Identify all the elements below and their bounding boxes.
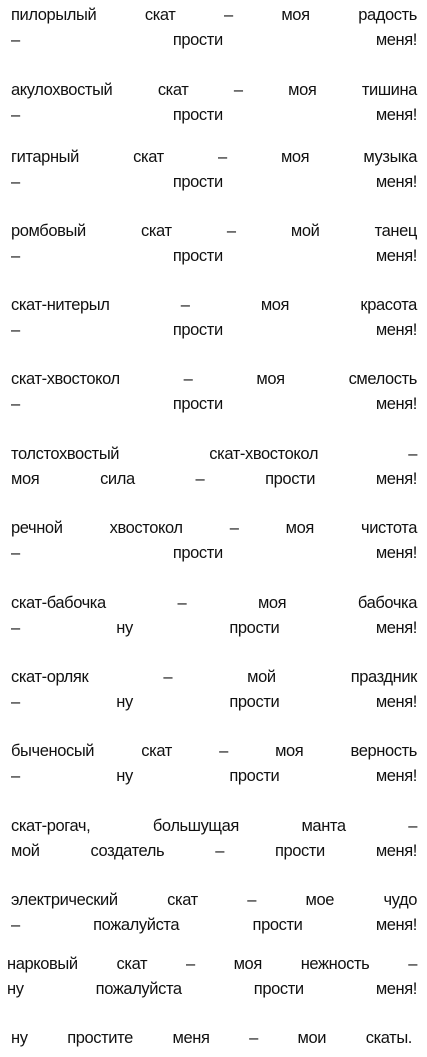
poem-word: ну	[116, 692, 133, 711]
poem-line	[11, 368, 417, 390]
poem-word: моя	[285, 519, 314, 537]
poem-word: прости	[172, 105, 223, 124]
poem-word: нарковый	[7, 955, 78, 973]
poem-word: –	[11, 618, 20, 637]
poem-word: –	[183, 370, 193, 388]
poem-word: прости	[172, 394, 223, 413]
poem-word: –	[224, 6, 233, 24]
poem-word: речной	[11, 519, 63, 537]
poem-line	[11, 4, 417, 26]
poem-word: –	[233, 81, 243, 99]
poem-word: –	[215, 841, 224, 860]
poem-word: скат	[157, 81, 189, 99]
poem-word: скат-рогач,	[11, 817, 91, 835]
poem-word: –	[217, 148, 227, 166]
poem-word: прости	[172, 172, 223, 191]
poem-word: –	[226, 222, 236, 240]
poem-word: электрический	[11, 891, 118, 909]
poem-word: танец	[374, 222, 417, 240]
poem-word: пожалуйста	[93, 915, 180, 934]
poem-word: прости	[274, 841, 325, 860]
poem-word: прости	[229, 766, 280, 785]
poem-word: скат	[133, 148, 164, 166]
poem-word: скаты.	[365, 1029, 412, 1047]
poem-word: прости	[172, 30, 223, 49]
poem-word: –	[11, 246, 20, 265]
poem-word: меня!	[375, 841, 417, 860]
poem-line	[11, 617, 417, 639]
poem-word: моя	[288, 81, 317, 99]
poem-word: меня!	[375, 915, 417, 934]
poem-line	[11, 914, 417, 936]
poem-word: праздник	[350, 668, 417, 686]
poem-word: –	[11, 766, 20, 785]
poem-line	[11, 691, 417, 713]
poem-word: моя	[280, 148, 310, 166]
poem-word: нежность	[300, 955, 370, 973]
poem-word: моя	[260, 296, 290, 314]
poem-word: скат	[144, 6, 176, 24]
poem-word: ну	[7, 979, 24, 998]
poem-word: –	[408, 955, 417, 973]
poem-word: мои	[297, 1029, 327, 1047]
poem-line	[7, 953, 417, 975]
poem-word: –	[408, 817, 417, 835]
poem-word: скат	[141, 742, 172, 760]
poem-word: прости	[253, 979, 304, 998]
poem-word: верность	[350, 742, 417, 760]
poem-word: скат-хвостокол	[11, 370, 120, 388]
poem-word: скат-орляк	[11, 668, 89, 686]
poem-word: –	[249, 1029, 258, 1047]
poem-line	[11, 104, 417, 126]
poem-word: –	[185, 955, 195, 973]
poem-line	[11, 740, 417, 762]
poem-line	[11, 1027, 412, 1049]
poem-word: большущая	[152, 817, 239, 835]
poem-word: моя	[11, 469, 40, 488]
poem-word: моя	[257, 594, 287, 612]
poem-word: меня!	[375, 766, 417, 785]
poem-line	[11, 29, 417, 51]
poem-line	[11, 220, 417, 242]
poem-word: прости	[172, 543, 223, 562]
poem-word: манта	[301, 817, 346, 835]
poem-word: –	[180, 296, 190, 314]
poem-word: ну	[116, 618, 133, 637]
poem-word: хвостокол	[109, 519, 183, 537]
poem-word: тишина	[361, 81, 417, 99]
poem-word: скат	[116, 955, 148, 973]
poem-word: сила	[100, 469, 135, 488]
poem-word: бабочка	[357, 594, 417, 612]
poem-word: пожалуйста	[95, 979, 182, 998]
poem-word: моя	[275, 742, 304, 760]
poem-word: –	[177, 594, 187, 612]
poem-word: создатель	[90, 841, 165, 860]
poem-word: прости	[229, 692, 280, 711]
poem-word: –	[247, 891, 257, 909]
poem-word: прости	[229, 618, 280, 637]
poem-line	[11, 443, 417, 465]
poem-word: –	[408, 445, 417, 463]
poem-word: быченосый	[11, 742, 95, 760]
poem-word: чудо	[383, 891, 417, 909]
poem-word: меня!	[375, 394, 417, 413]
poem-line	[11, 319, 417, 341]
poem-word: –	[229, 519, 239, 537]
poem-word: –	[11, 543, 20, 562]
poem-word: гитарный	[11, 148, 79, 166]
poem-line	[11, 889, 417, 911]
poem-word: акулохвостый	[11, 81, 113, 99]
poem-word: меня!	[375, 469, 417, 488]
poem-word: мой	[11, 841, 40, 860]
poem-word: скат	[167, 891, 198, 909]
poem-word: толстохвостый	[11, 445, 120, 463]
poem-line	[11, 765, 417, 787]
poem-word: мой	[290, 222, 320, 240]
poem-word: скат-нитерыл	[11, 296, 110, 314]
poem-word: меня!	[375, 618, 417, 637]
poem-word: меня!	[375, 543, 417, 562]
poem-word: ну	[11, 1029, 28, 1047]
poem-word: меня!	[375, 320, 417, 339]
poem-line	[11, 171, 417, 193]
poem-word: –	[11, 172, 20, 191]
poem-word: музыка	[363, 148, 417, 166]
poem-line	[11, 542, 417, 564]
poem-word: ромбовый	[11, 222, 86, 240]
poem-word: –	[11, 320, 20, 339]
poem-word: –	[11, 692, 20, 711]
poem-word: меня!	[375, 172, 417, 191]
poem-word: скат	[141, 222, 172, 240]
poem-line	[11, 468, 417, 490]
poem-line	[11, 840, 417, 862]
poem-line	[11, 666, 417, 688]
poem-word: –	[11, 915, 20, 934]
poem-word: простите	[67, 1029, 133, 1047]
poem-word: скат-бабочка	[11, 594, 106, 612]
poem-word: –	[11, 394, 20, 413]
poem-line	[7, 978, 417, 1000]
poem-word: –	[219, 742, 228, 760]
poem-word: чистота	[361, 519, 417, 537]
poem-word: прости	[265, 469, 316, 488]
poem-word: меня!	[375, 246, 417, 265]
poem-line	[11, 245, 417, 267]
poem-word: меня!	[375, 692, 417, 711]
poem-word: прости	[172, 320, 223, 339]
poem-word: –	[195, 469, 205, 488]
poem-word: меня!	[375, 30, 417, 49]
poem-line	[11, 815, 417, 837]
poem-word: моя	[256, 370, 285, 388]
poem-word: пилорылый	[11, 6, 97, 24]
poem-word: радость	[358, 6, 417, 24]
poem-word: скат-хвостокол	[209, 445, 319, 463]
poem-line	[11, 393, 417, 415]
poem-word: –	[163, 668, 173, 686]
poem-line	[11, 517, 417, 539]
poem-line	[11, 79, 417, 101]
poem-word: –	[11, 105, 20, 124]
poem-word: моя	[233, 955, 262, 973]
poem-word: меня	[172, 1029, 210, 1047]
poem-word: прости	[172, 246, 223, 265]
poem-word: прости	[252, 915, 303, 934]
poem-word: моя	[281, 6, 310, 24]
poem-word: смелость	[348, 370, 417, 388]
poem-word: мой	[247, 668, 276, 686]
poem-line	[11, 592, 417, 614]
poem-line	[11, 294, 417, 316]
poem-word: ну	[116, 766, 133, 785]
poem-word: меня!	[375, 979, 417, 998]
poem-word: меня!	[375, 105, 417, 124]
poem-line	[11, 146, 417, 168]
poem-word: мое	[305, 891, 334, 909]
poem-word: –	[11, 30, 20, 49]
poem-word: красота	[360, 296, 417, 314]
